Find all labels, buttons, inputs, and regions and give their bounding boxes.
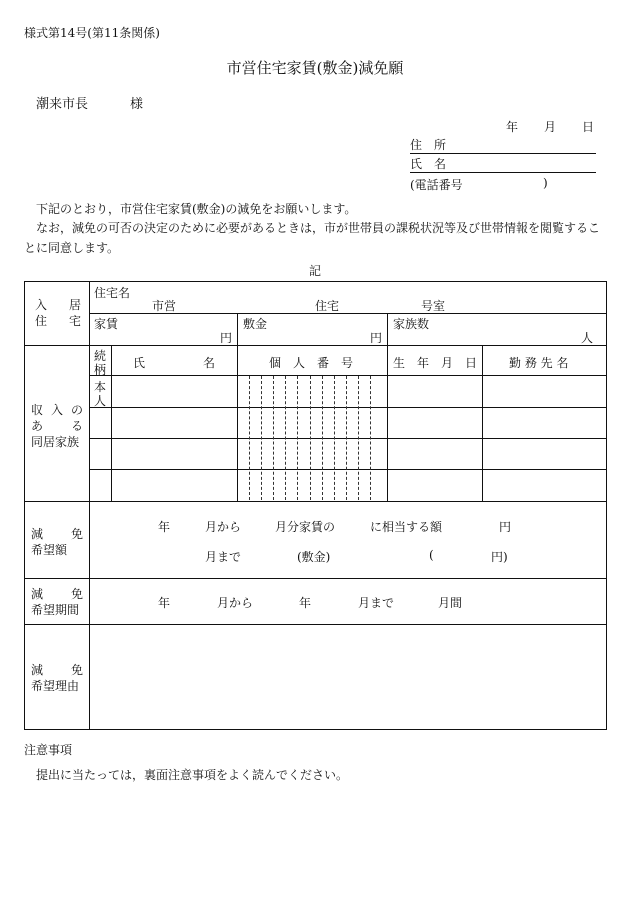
period-year-1: 年 [158, 596, 171, 610]
room-label: 号室 [421, 299, 446, 313]
request-paragraph: 下記のとおり，市営住宅家賃(敷金)の減免をお願いします。 [36, 202, 357, 216]
household-label-char: 入 [50, 403, 63, 417]
ki-heading: 記 [308, 264, 321, 278]
family-unit: 人 [581, 331, 594, 345]
applicant-tel-label: (電話番号 [410, 178, 463, 192]
residence-label-char: 居 [68, 298, 81, 312]
household-label-char: の [70, 403, 83, 417]
period-label-char: 減 [31, 587, 44, 601]
period-from: 月から [217, 596, 254, 610]
reason-label [31, 662, 83, 694]
applicant-tel-close: ) [543, 176, 548, 190]
period-label-text: 希望期間 [31, 603, 80, 617]
reason-input-area[interactable] [91, 626, 605, 726]
residence-label-char: 宅 [68, 314, 81, 328]
residence-label-char: 住 [35, 314, 48, 328]
rent-label: 家賃 [94, 317, 119, 331]
applicant-name-label: 氏 名 [410, 157, 447, 171]
amount-equiv: に相当する額 [370, 520, 443, 534]
applicant-address-field[interactable] [410, 138, 596, 154]
form-number: 様式第14号(第11条関係) [24, 26, 160, 40]
amount-yen-close: 円) [491, 550, 508, 564]
relation-header-1: 続 [94, 349, 107, 363]
period-label [31, 586, 83, 618]
date-year: 年 [505, 120, 518, 134]
amount-year: 年 [158, 520, 171, 534]
period-months: 月間 [438, 596, 463, 610]
name-header-2: 名 [203, 356, 216, 370]
applicant-tel-field[interactable] [410, 176, 596, 193]
application-table [24, 281, 607, 730]
amount-label-text: 希望額 [31, 543, 68, 557]
deposit-label: 敷金 [243, 317, 268, 331]
reason-label-char: 免 [70, 663, 83, 677]
jutaku-label: 住宅 [315, 299, 340, 313]
household-label-text: 同居家族 [31, 435, 80, 449]
workplace-header: 勤 務 先 名 [509, 356, 569, 370]
birthdate-header: 生 年 月 日 [393, 356, 478, 370]
reason-label-char: 減 [31, 663, 44, 677]
amount-from: 月から [205, 520, 242, 534]
household-label-char: る [70, 419, 83, 433]
date-line [480, 118, 594, 135]
household-label-char: あ [31, 419, 44, 433]
applicant-name-field[interactable] [410, 157, 596, 173]
deposit-unit: 円 [370, 331, 383, 345]
residence-label [35, 297, 81, 329]
period-until: 月まで [358, 596, 395, 610]
period-year-2: 年 [299, 596, 312, 610]
amount-label [31, 526, 83, 558]
reason-label-text: 希望理由 [31, 679, 80, 693]
household-label [31, 402, 83, 450]
name-header-1: 氏 [133, 356, 146, 370]
notes-heading: 注意事項 [24, 743, 73, 757]
amount-deposit: (敷金) [297, 550, 331, 564]
household-label-char: 収 [31, 403, 44, 417]
relation-header-2: 柄 [94, 363, 107, 377]
amount-paren-open: ( [429, 548, 434, 562]
consent-paragraph: なお，減免の可否の決定のために必要があるときは，市が世帯員の課税状況等及び世帯情報を閲覧することに同意します。 [24, 221, 601, 255]
mynumber-header: 個 人 番 号 [269, 356, 354, 370]
amount-label-char: 免 [70, 527, 83, 541]
addressee-honorific: 様 [130, 97, 144, 112]
date-day: 日 [581, 120, 594, 134]
notes-text: 提出に当たっては，裏面注意事項をよく読んでください。 [36, 768, 349, 782]
addressee [36, 93, 143, 112]
self-label-2: 人 [94, 394, 107, 408]
amount-rent: 月分家賃の [275, 520, 336, 534]
housing-name-label: 住宅名 [94, 286, 131, 300]
applicant-address-label: 住 所 [410, 138, 447, 152]
residence-label-char: 入 [35, 298, 48, 312]
amount-until: 月まで [205, 550, 242, 564]
page-title: 市営住宅家賃(敷金)減免願 [226, 59, 404, 77]
family-count-label: 家族数 [393, 317, 430, 331]
city-label: 市営 [152, 299, 177, 313]
amount-yen: 円 [499, 520, 512, 534]
period-label-char: 免 [70, 587, 83, 601]
self-label-1: 本 [94, 380, 107, 394]
date-month: 月 [543, 120, 556, 134]
addressee-name: 潮来市長 [36, 97, 89, 112]
amount-label-char: 減 [31, 527, 44, 541]
rent-unit: 円 [220, 331, 233, 345]
